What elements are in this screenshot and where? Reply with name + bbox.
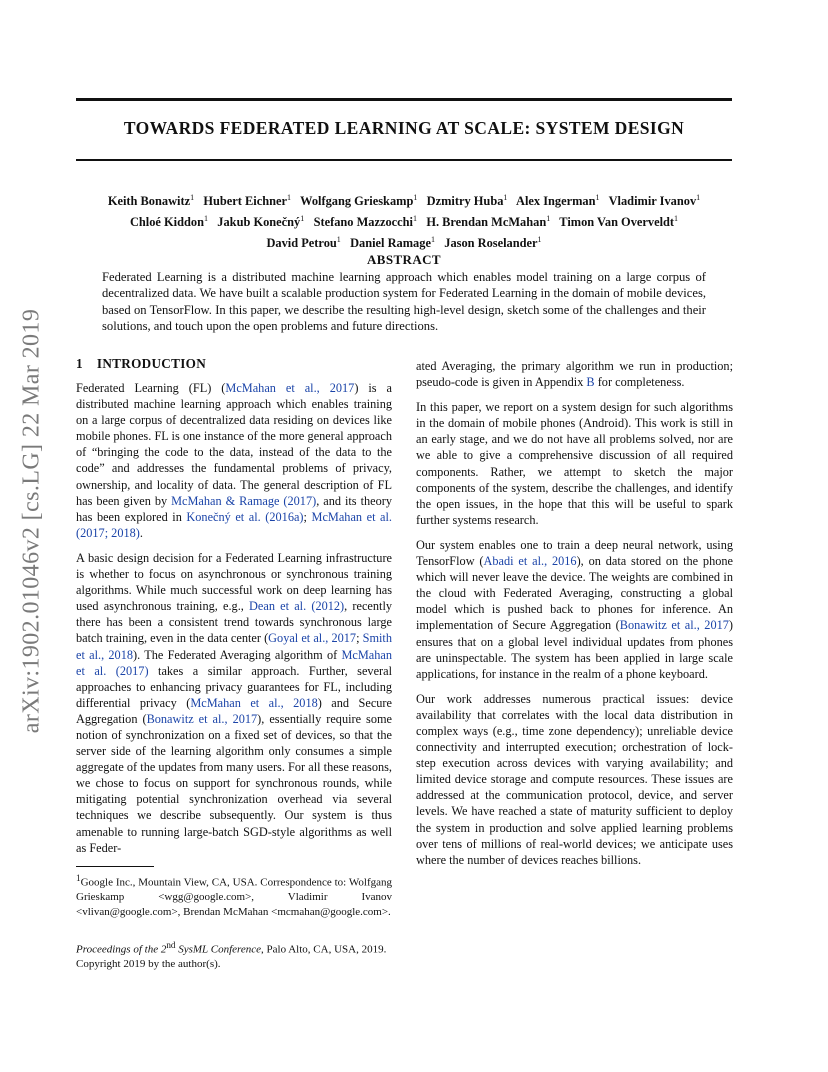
text-run: ) ensures that on a global level individual updates from phones are uninspectable. The system has been applied in large scale applications, for instance in the realm of a phone keyboard. bbox=[416, 618, 733, 681]
citation-link[interactable]: Dean et al. (2012) bbox=[249, 599, 345, 614]
proceedings-sup: nd bbox=[166, 940, 176, 950]
citation-link[interactable]: B bbox=[586, 375, 595, 390]
text-run: ; bbox=[356, 631, 363, 646]
author: Dzmitry Huba$^1$ bbox=[426, 193, 508, 209]
right-column bbox=[416, 358, 733, 877]
text-run: Federated Learning (FL) ( bbox=[76, 381, 226, 395]
text-run: ated Averaging, the primary algorithm we run in production; pseudo-code is given in Appendix bbox=[416, 359, 733, 390]
text-run: . bbox=[139, 525, 143, 540]
text-run: ) is a distributed machine learning approach which enables training on a large corpus of decentralized data residing on devices like mobile phones. FL is one instance of the more general approach of “bringing the code to the data, instead of the data to the code” and addresses the fundamental problems of privacy, ownership, and locality of data. The general description of FL has been given by bbox=[76, 381, 392, 508]
footnote-text: Google Inc., Mountain View, CA, USA. Correspondence to: Wolfgang Grieskamp <wgg@google.com>, Vladimir Ivanov <vlivan@google.com>, Brendan McMahan <mcmahan@google.com>. bbox=[76, 876, 392, 918]
citation-link[interactable]: Abadi et al., 2016 bbox=[483, 554, 577, 569]
paper-title: TOWARDS FEDERATED LEARNING AT SCALE: SYSTEM DESIGN bbox=[123, 118, 685, 138]
abstract-heading: ABSTRACT bbox=[367, 252, 441, 267]
text-run: for completeness. bbox=[594, 375, 685, 390]
abstract-body: Federated Learning is a distributed machine learning approach which enables model training on a large corpus of decentralized data. We have built a scalable production system for Federated Learning in the domain of mobile devices, based on TensorFlow. In this paper, we describe the resulting high-level design, sketch some of the challenges and their solutions, and touch upon the open problems and future directions. bbox=[102, 270, 706, 333]
text-run: ), essentially require some notion of synchronization on a fixed set of devices, so that the server side of the learning algorithm only consumes a simple aggregate of the updates from many users. For all these reasons, we chose to focus on support for synchronous rounds, while mitigating potential synchronization overhead via several techniques we describe subsequently. Our system is thus amenable to running large-batch SGD-style algorithms as well as Feder- bbox=[76, 711, 393, 855]
proceedings-note bbox=[76, 938, 392, 972]
section-number: 1 bbox=[76, 356, 83, 371]
citation-link[interactable]: McMahan et al., 2017 bbox=[225, 381, 355, 395]
author-line-1 bbox=[70, 189, 738, 210]
text-run: Our work addresses numerous practical issues: device availability that correlates with the local data distribution in complex ways (e.g., time zone dependency); unreliable device connectivity and interrupted execution; orchestration of lock-step execution across devices with varying availability; and limited device storage and compute resources. These issues are addressed at the communication protocol, device, and server levels. We have reached a state of maturity sufficient to deploy the system in production and solve applied learning problems over tens of millions of real-world devices; we anticipate uses where the number of devices reaches billions. bbox=[416, 691, 733, 867]
text-run: ), on data stored on the phone which will never leave the device. The weights are combined in the cloud with Federated Averaging, constructing a global model which is pushed back to phones for inference. An implementation of Secure Aggregation ( bbox=[416, 554, 733, 633]
text-run: ; bbox=[303, 509, 312, 524]
paragraph bbox=[76, 550, 392, 856]
text-run: Our system enables one to train a deep neural network, using TensorFlow ( bbox=[416, 537, 733, 569]
author-list bbox=[70, 189, 738, 252]
author: Timon Van Overveldt$^1$ bbox=[559, 214, 679, 230]
citation-link[interactable]: McMahan & Ramage (2017) bbox=[171, 493, 317, 508]
author: Keith Bonawitz$^1$ bbox=[107, 193, 195, 209]
citation-link[interactable]: McMahan et al. (2017; 2018) bbox=[76, 509, 392, 540]
text-run: A basic design decision for a Federated Learning infrastructure is whether to focus on asynchronous or synchronous training algorithms. While much successful work on deep learning has used asynchronous training, e.g., bbox=[76, 550, 392, 614]
author: Wolfgang Grieskamp$^1$ bbox=[300, 193, 418, 209]
citation-link[interactable]: McMahan et al., 2018 bbox=[190, 695, 318, 710]
left-column bbox=[76, 380, 392, 865]
paragraph bbox=[416, 691, 733, 868]
author: H. Brendan McMahan$^1$ bbox=[426, 214, 551, 230]
author: Jason Roselander$^1$ bbox=[444, 235, 542, 251]
citation-link[interactable]: Goyal et al., 2017 bbox=[268, 631, 357, 646]
citation-link[interactable]: Smith et al., 2018 bbox=[76, 631, 392, 662]
text-run: In this paper, we report on a system design for such algorithms in the domain of mobile phones (Android). This work is still in an early stage, and we do not have all problems solved, nor are we able to give a comprehensive discussion of all required components. Rather, we attempt to sketch the major components of the system, describe the challenges, and identify the open issues, in the hope that this will be useful to spark further systems research. bbox=[416, 400, 733, 527]
section-heading-introduction bbox=[76, 356, 206, 372]
arxiv-identifier: arXiv:1902.01046v2 [cs.LG] 22 Mar 2019 bbox=[18, 308, 45, 734]
author-line-2 bbox=[70, 210, 738, 231]
arxiv-sidebar bbox=[10, 282, 54, 760]
section-title: INTRODUCTION bbox=[96, 356, 207, 371]
footnote-rule bbox=[76, 866, 154, 867]
paragraph bbox=[416, 399, 733, 528]
author-line-3 bbox=[70, 231, 738, 252]
author: David Petrou$^1$ bbox=[266, 235, 341, 251]
title-top-rule bbox=[76, 98, 732, 101]
author: Vladimir Ivanov$^1$ bbox=[608, 193, 701, 209]
author: Hubert Eichner$^1$ bbox=[203, 193, 292, 209]
citation-link[interactable]: Bonawitz et al., 2017 bbox=[619, 618, 729, 633]
citation-link[interactable]: Konečný et al. (2016a) bbox=[186, 509, 304, 524]
citation-link[interactable]: Bonawitz et al., 2017 bbox=[146, 711, 258, 726]
paragraph bbox=[76, 380, 392, 541]
paragraph bbox=[416, 537, 733, 682]
text-run: takes a similar approach. Further, several approaches to enhancing privacy guarantees for FL, including differential privacy ( bbox=[76, 663, 393, 710]
title-bottom-rule bbox=[76, 159, 732, 161]
author: Daniel Ramage$^1$ bbox=[350, 235, 435, 251]
paragraph bbox=[416, 358, 733, 390]
citation-link[interactable]: McMahan et al. (2017) bbox=[76, 647, 393, 678]
text-run: ). The Federated Averaging algorithm of bbox=[133, 647, 342, 662]
footnote-mark: 1 bbox=[76, 873, 81, 883]
proceedings-venue: SysML Conference bbox=[175, 943, 262, 956]
author: Jakub Konečný$^1$ bbox=[217, 214, 305, 230]
text-run: , recently there has been a consistent trend towards synchronous large batch training, even in the data center ( bbox=[76, 599, 393, 646]
affiliation-footnote bbox=[76, 871, 392, 919]
text-run: , and its theory has been explored in bbox=[76, 493, 392, 524]
author: Chloé Kiddon$^1$ bbox=[129, 214, 208, 230]
text-run: ) and Secure Aggregation ( bbox=[76, 695, 392, 726]
proceedings-rest: , Palo Alto, CA, USA, 2019. Copyright 2019 by the author(s). bbox=[76, 943, 387, 971]
author: Stefano Mazzocchi$^1$ bbox=[313, 214, 418, 230]
author: Alex Ingerman$^1$ bbox=[516, 193, 600, 209]
proceedings-prefix: Proceedings of the 2 bbox=[76, 943, 167, 956]
